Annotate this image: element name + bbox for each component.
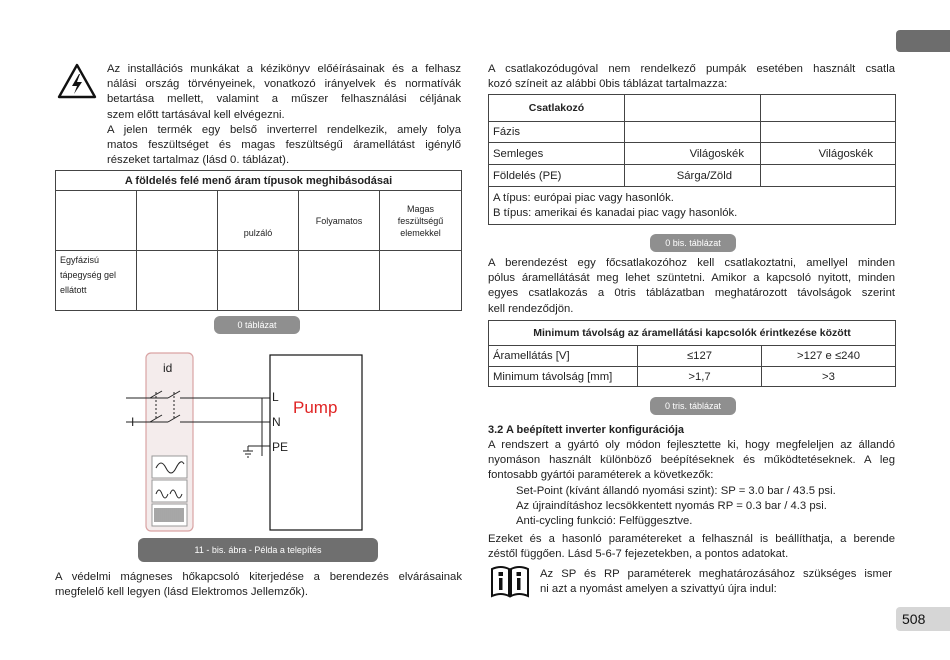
min-distance-table: Minimum távolság az áramellátási kapcsolók érintkezése között Áramellátás [V] ≤127 >127 e ≤240 Minimum távolság [mm] >1,7 >3: [488, 320, 896, 387]
protection-text: [55, 570, 462, 600]
connector-header: Csatlakozó: [489, 95, 625, 122]
text-line: pólus áramellátását meg lehet szüntetni. Amikor a kapcsoló nyitott, minden: [488, 272, 895, 285]
fault-table-title: A földelés felé menő áram típusok meghibásodásai: [56, 171, 462, 191]
header-pulsing: pulzáló: [218, 191, 299, 251]
text-line: kozó színeit az alábbi 0bis táblázat tartalmazza:: [488, 78, 728, 91]
chapter-tab-marker: [896, 30, 950, 52]
fault-current-table: [55, 170, 462, 311]
text-line: A jelen termék egy belső inverterrel rendelkezik, amely folya: [107, 123, 461, 136]
terminal-n: N: [272, 415, 281, 429]
main-switch-text: [488, 256, 895, 317]
switch-label-id: id: [163, 361, 173, 375]
type-notes: [489, 187, 896, 225]
row-label-single-phase: Egyfázisú tápegység gel ellátott: [56, 251, 137, 311]
page-number: 508: [896, 607, 950, 631]
header-high-voltage: Magas feszültségű elemekkel: [380, 191, 462, 251]
header-continuous: Folyamatos: [299, 191, 380, 251]
info-text: [540, 567, 892, 597]
text-line: nyomáson használt különböző beépítéseknek és működtetéseknek. A leg: [488, 454, 895, 467]
table0bis-caption: 0 bis. táblázat: [650, 234, 736, 252]
note-type-a: A típus: európai piac vagy hasonlók.: [493, 191, 674, 204]
terminal-l: L: [272, 390, 279, 404]
distance-table-title: Minimum távolság az áramellátási kapcsolók érintkezése között: [489, 321, 896, 346]
text-line: részeket tartalmaz (lásd 0. táblázat).: [107, 154, 290, 167]
table0-caption: 0 táblázat: [214, 316, 300, 334]
terminal-pe: PE: [272, 440, 289, 454]
row-phase: Fázis: [489, 122, 625, 143]
warning-text: [107, 62, 461, 168]
text-line: A rendszert a gyártó oly módon fejlesztette ki, hogy megfeleljen az állandó: [488, 439, 895, 451]
param-anticycling: Anti-cycling funkció: Felfüggesztve.: [516, 515, 693, 528]
param-setpoint: Set-Point (kívánt állandó nyomási szint): SP = 3.0 bar / 43.5 psi.: [516, 484, 836, 497]
switch-label-i: I: [131, 415, 135, 429]
text-line: zéstől függően. Lásd 5-6-7 fejezetekben, a pontos adatokat.: [488, 548, 789, 561]
info-manual-icon: [490, 564, 530, 598]
param-restart: Az újraindításhoz lecsökkentett nyomás RP = 0.3 bar / 4.3 psi.: [516, 499, 827, 512]
section-body: [488, 438, 895, 529]
installation-diagram: [126, 352, 366, 532]
text-line: matos feszültséget és magas feszültségű áramellátást igénylő: [107, 139, 461, 152]
table0tris-caption: 0 tris. táblázat: [650, 397, 736, 415]
text-line: kell rendeződjön.: [488, 302, 574, 315]
text-line: ni azt a nyomást amelyen a szivattyú újra indul:: [540, 583, 777, 596]
connector-color-table: Csatlakozó Fázis Semleges Világoskék Világoskék Földelés (PE) Sárga/Zöld A típus: európai piac vagy hasonlók. B típus: amerikai és kanadai piac vagy hasonlók.: [488, 94, 896, 225]
text-line: Az SP és RP paraméterek meghatározásához szükséges ismer: [540, 568, 892, 580]
user-params-text: [488, 532, 895, 562]
text-line: fontosabb gyártói paraméterek a következők:: [488, 469, 714, 482]
text-line: szem előtt tartásával kell elvégezni.: [107, 108, 285, 121]
figure-caption: 11 - bis. ábra - Példa a telepítés: [138, 538, 378, 562]
text-line: Az installációs munkákat a kézikönyv előéírásainak és a felhasz: [107, 63, 461, 75]
row-ground: Földelés (PE): [489, 165, 625, 187]
text-line: egyes csatlakozás a 0tris táblázatban meghatározott távolságok szerint: [488, 287, 895, 300]
text-line: A védelmi mágneses hőkapcsoló kiterjedése a berendezés elvárásainak: [55, 571, 462, 583]
connector-intro: [488, 62, 895, 92]
text-line: betartása mellett, valamint a műszer felhasználási céljának: [107, 93, 461, 106]
pump-label: Pump: [293, 398, 338, 417]
note-type-b: B típus: amerikai és kanadai piac vagy hasonlók.: [493, 206, 738, 219]
text-line: A berendezést egy főcsatlakozóhoz kell csatlakoztatni, amellyel minden: [488, 257, 895, 269]
row-neutral: Semleges: [489, 143, 625, 165]
text-line: Ezeket és a hasonló paramétereket a felhasznál is beállíthatja, a berende: [488, 533, 895, 545]
text-line: A csatlakozódugóval nem rendelkező pumpák esetében használt csatla: [488, 63, 895, 75]
warning-icon: [57, 63, 97, 99]
section-title: 3.2 A beépített inverter konfigurációja: [488, 424, 685, 436]
text-line: nálási ország törvényeinek, vonatkozó irányelvek és normatívák: [107, 78, 461, 91]
text-line: megfelelő kell legyen (lásd Elektromos Jellemzők).: [55, 586, 309, 599]
